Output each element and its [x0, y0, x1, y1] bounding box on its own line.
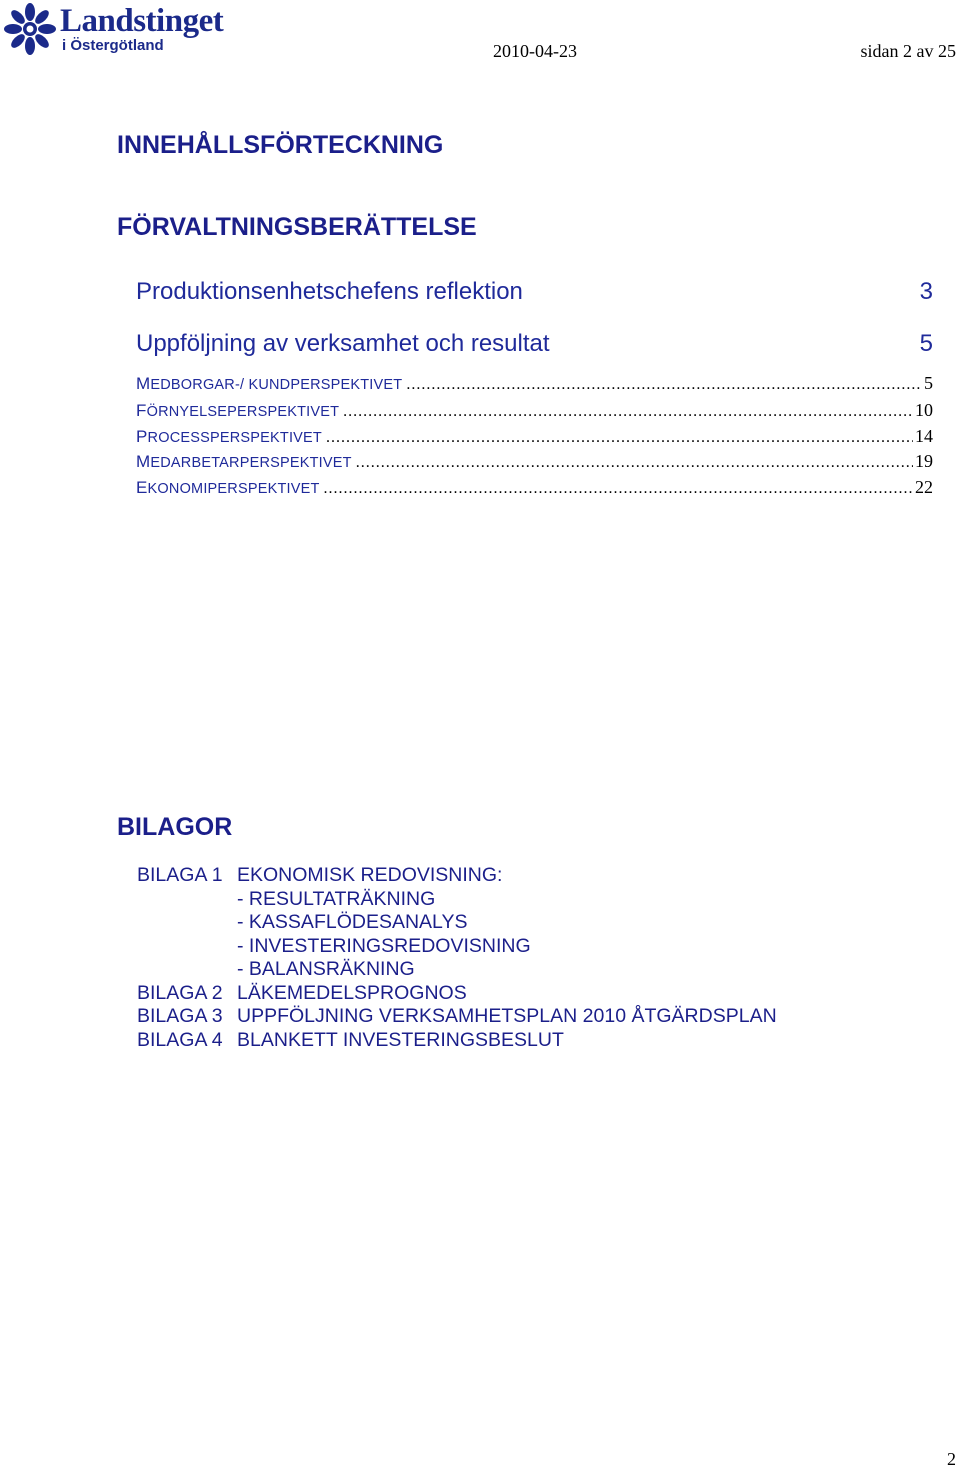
- toc-entry-label: Uppföljning av verksamhet och resultat: [136, 330, 550, 357]
- bilagor-title: BILAGOR: [117, 813, 233, 841]
- bilaga-subitem: - RESULTATRÄKNING: [237, 888, 436, 910]
- toc-subentry-page: 10: [915, 400, 933, 420]
- bilaga-label: BILAGA 1: [137, 864, 223, 886]
- toc-subentry-label: MEDARBETARPERSPEKTIVET: [136, 452, 352, 471]
- toc-subentry-page: 19: [915, 451, 933, 471]
- footer-page-number: 2: [947, 1449, 956, 1469]
- toc-entry-page: 5: [919, 330, 933, 357]
- flower-logo-icon: [4, 3, 56, 55]
- section-title: FÖRVALTNINGSBERÄTTELSE: [117, 213, 477, 241]
- toc-subentry-label: EKONOMIPERSPEKTIVET: [136, 478, 320, 497]
- toc-subentry-label: FÖRNYELSEPERSPEKTIVET: [136, 401, 340, 420]
- bilaga-text: BLANKETT INVESTERINGSBESLUT: [237, 1029, 564, 1051]
- dot-leader: [356, 451, 913, 475]
- dot-leader: [324, 477, 913, 501]
- toc-subentry-fornyelse[interactable]: [136, 398, 933, 422]
- bilaga-row: [137, 1029, 564, 1053]
- bilaga-subitem: - BALANSRÄKNING: [237, 958, 415, 980]
- bilaga-row: [137, 864, 502, 888]
- toc-subentry-ekonomi[interactable]: [136, 475, 933, 499]
- bilaga-subitem: - INVESTERINGSREDOVISNING: [237, 935, 531, 957]
- toc-entry-reflektion[interactable]: [136, 278, 933, 306]
- bilaga-text: UPPFÖLJNING VERKSAMHETSPLAN 2010 ÅTGÄRDSPLAN: [237, 1005, 777, 1027]
- toc-subentry-label: MEDBORGAR-/ KUNDPERSPEKTIVET: [136, 374, 403, 393]
- bilaga-label: BILAGA 3: [137, 1005, 223, 1027]
- toc-title: INNEHÅLLSFÖRTECKNING: [117, 131, 444, 159]
- bilaga-row: [137, 1005, 777, 1029]
- header-date: 2010-04-23: [493, 41, 577, 61]
- bilaga-text: LÄKEMEDELSPROGNOS: [237, 982, 467, 1004]
- bilaga-label: BILAGA 2: [137, 982, 223, 1004]
- toc-subentry-process[interactable]: [136, 424, 933, 448]
- bilaga-text: EKONOMISK REDOVISNING:: [237, 864, 503, 886]
- toc-subentry-label: PROCESSPERSPEKTIVET: [136, 427, 322, 446]
- logo: [4, 2, 244, 58]
- dot-leader: [326, 426, 913, 450]
- toc-subentry-medborgar[interactable]: [136, 371, 933, 395]
- toc-entry-page: 3: [919, 278, 933, 305]
- toc-subentry-page: 14: [915, 426, 933, 446]
- toc-entry-label: Produktionsenhetschefens reflektion: [136, 278, 523, 305]
- bilaga-subitem: - KASSAFLÖDESANALYS: [237, 911, 468, 933]
- toc-subentry-page: 5: [924, 373, 933, 393]
- bilaga-row: [137, 982, 467, 1006]
- logo-title: Landstinget: [60, 3, 224, 39]
- toc-entry-uppfoljning[interactable]: [136, 330, 933, 358]
- logo-subtitle: i Östergötland: [62, 37, 164, 54]
- dot-leader: [343, 400, 913, 424]
- toc-subentry-page: 22: [915, 477, 933, 497]
- header-page-of: sidan 2 av 25: [860, 41, 956, 61]
- bilaga-label: BILAGA 4: [137, 1029, 223, 1051]
- dot-leader: [406, 373, 922, 397]
- toc-subentry-medarbetar[interactable]: [136, 449, 933, 473]
